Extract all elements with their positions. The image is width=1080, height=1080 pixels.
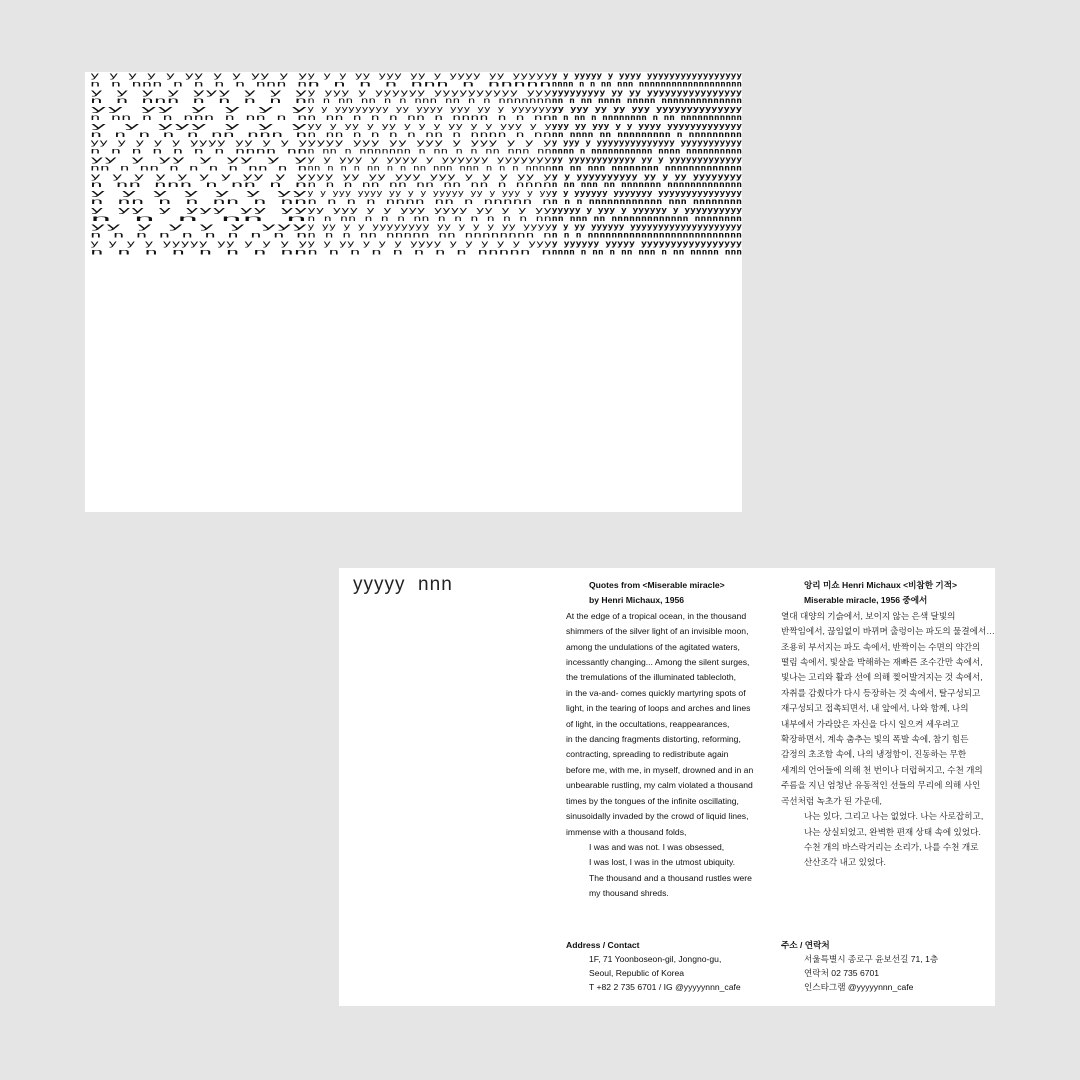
pattern-glyph-row: y y y yy yyy yy y yyyy yy yyyyy <box>307 72 553 80</box>
address-korean <box>781 938 938 994</box>
quote-stanza-line: 산산조각 내고 있었다. <box>804 857 886 868</box>
pattern-glyph-row: y y y y y yy y y yy y y <box>90 72 309 80</box>
quote-line: 조용히 부서지는 파도 속에서, 반짝이는 수면의 약간의 <box>781 641 981 652</box>
pattern-glyph-row: n nn n n n nn n nnnn n n nn <box>307 113 552 122</box>
quote-stanza-line: my thousand shreds. <box>589 888 669 899</box>
pattern-glyph-row: n n n n n nn nnn n <box>90 129 308 139</box>
pattern-glyph-row: nn n nn n n n n nn n n <box>90 163 308 173</box>
pattern-glyph-row: yy y yy y yy y y y yy y y yyy y y <box>307 121 553 131</box>
pattern-glyph-row: n n n nn nnnnn nn nnnnnnnn n <box>307 230 552 240</box>
pattern-glyph-row: y y yyy y yyyy y yyyyyy yyyyyyy <box>307 155 553 164</box>
quote-stanza-line: 수천 개의 바스락거리는 소리가, 나를 수천 개로 <box>804 841 979 852</box>
pattern-glyph-row: y y yy y y y yyyy y y y y y yyy <box>307 239 553 248</box>
pattern-glyph-row: y y yyyyyy yyyyyyy yyyyyyyyyyyyyyy <box>551 188 742 198</box>
contact-line: 연락처 02 735 6701 <box>804 968 880 978</box>
address-line: 서울특별시 종로구 윤보선길 71, 1층 <box>804 954 939 964</box>
quote-line: in the dancing fragments distorting, reforming, <box>566 734 741 745</box>
quote-line: times by the tongues of the infinite oscillating, <box>566 795 739 806</box>
pattern-glyph-row: y y y y yyyyy yy y y y y <box>90 239 309 248</box>
pattern-glyph-row: y y yyyyy y yyyy yyyyyyyyyyyyyyyyy <box>551 72 742 80</box>
pattern-glyph-row: y y yyy y y y <box>90 121 310 131</box>
logo-wordmark: yyyyy nnn <box>353 574 453 595</box>
quote-title: 앙리 미쇼 Henri Michaux <비참한 기적> <box>804 580 958 590</box>
quote-line: 반짝임에서, 끊임없이 바뀌며 출렁이는 파도의 물결에서… <box>781 626 995 637</box>
pattern-glyph-row: n nn nnn nn nnnnnnn nnnnnnnnnnnnn <box>551 180 742 190</box>
pattern-glyph-row: n n n nn n <box>90 213 308 223</box>
quote-author: by Henri Michaux, 1956 <box>589 595 685 606</box>
quote-stanza-line: The thousand and a thousand rustles were <box>589 872 752 883</box>
quote-line: sinusoidally invaded by the crowd of liquid lines, <box>566 811 749 822</box>
quote-line: of light, in the occultations, reappearances, <box>566 718 730 729</box>
pattern-glyph-row: n n n n n n n nn <box>90 247 308 257</box>
pattern-glyph-row: y y yyyyyyyy yy yyyy yyy yy y yyyyyy <box>307 104 553 114</box>
quote-line: among the undulations of the agitated waters, <box>566 641 740 652</box>
quote-line: unbearable rustling, my calm violated a thousand <box>566 780 753 791</box>
pattern-glyph-row: yyy yy yy yyy yyy y y y yy y <box>307 171 553 181</box>
pattern-glyph-row: yy yy y y y y <box>90 104 310 114</box>
quote-line: 재구성되고 접촉되면서, 내 앞에서, 나와 함께, 나의 <box>781 703 969 714</box>
pattern-glyph-row: nn nnn nn nnnnnnnnnnnnn nnnnnnnn <box>551 213 742 223</box>
pattern-glyph-row: n n nn nn n n nnn nn n n nnnnnnn <box>307 96 552 106</box>
quote-line: 감정의 초조함 속에, 나의 냉정함이, 진동하는 무한 <box>781 749 967 760</box>
quote-line: 세계의 언어들에 의해 천 번이나 더럽혀지고, 수천 개의 <box>781 764 983 775</box>
address-english <box>566 938 741 994</box>
quote-line: 곡선처럼 녹초가 된 가운데, <box>781 795 882 806</box>
quote-line: incessantly changing... Among the silent surges, <box>566 657 750 668</box>
pattern-glyph-row: y y yy yyyyyy yyyyyyyyyyyyyyyyyyyy <box>551 222 742 232</box>
pattern-glyph-row: yyy yy yyy y y yyyy yyyyyyyyyyyyy <box>551 121 742 131</box>
pattern-glyph-row: n n nn n nnnnnnnn n nn nnnnnnnnnnn <box>551 113 742 122</box>
quote-line: 내부에서 가라앉은 자신을 다시 일으켜 세우려고 <box>781 718 959 729</box>
business-card-front <box>85 72 742 512</box>
pattern-glyph-row: n nn n n nn n nn <box>90 197 308 206</box>
pattern-glyph-row: n nn n n n n nn n nnnn n nn <box>307 129 552 139</box>
quote-stanza-line: I was lost, I was in the utmost ubiquity. <box>589 857 735 868</box>
quote-line: At the edge of a tropical ocean, in the thousand <box>566 610 747 621</box>
pattern-glyph-row: n n n n n n n n nnnnn n <box>307 247 552 257</box>
pattern-glyph-row: yyyy yyy yy yyy y yyy y y y <box>307 138 553 148</box>
pattern-glyph-row: n nn n nnnnnnn n nn n n nn nnn nn <box>307 146 552 156</box>
contact-line: 인스타그램 @yyyyynnn_cafe <box>804 982 914 992</box>
pattern-glyph-row: n n n nnnnnnnnnnnn nnn nnnnnnnn <box>551 197 742 206</box>
pattern-glyph-row: nnnn n nnnnnnnnnnn nnnn nnnnnnnnnn <box>551 146 742 156</box>
pattern-glyph-row: y y y y yyy y y y <box>90 87 309 97</box>
pattern-glyph-row: yy y yy y yy y y <box>90 155 309 164</box>
pattern-glyph-row: nn n nn nnnn nnnnn nnnnnnnnnnnnnn <box>551 96 742 106</box>
pattern-glyph-row: yy y y y y yyy <box>90 222 309 232</box>
quote-title: Quotes from <Miserable miracle> <box>589 580 725 590</box>
quote-line: immense with a thousand folds, <box>566 826 687 837</box>
pattern-glyph-row: nnnn n nn n nn nnn n nn nnnnn nnn <box>551 247 742 257</box>
address-line: 1F, 71 Yoonboseon-gil, Jongno-gu, <box>589 954 722 964</box>
quote-line: 확장하면서, 계속 춤추는 빛의 폭발 속에, 참기 힘든 <box>781 734 969 745</box>
contact-line: T +82 2 735 6701 / IG @yyyyynnn_cafe <box>589 982 741 992</box>
pattern-glyph-row: y yyy y yyyyyyyyyyyyyy yyyyyyyyyyy <box>551 138 742 148</box>
pattern-glyph-row: n n n n n n n nnnn nn <box>90 146 308 156</box>
pattern-glyph-row: yy yyyyyyyyyyyy yy y yyyyyyyyyyyyy <box>551 155 742 164</box>
pattern-glyph-row: y yyy y yyyyyy yyyyyyyyyy yyy <box>307 87 553 97</box>
quote-korean <box>781 578 995 871</box>
quote-line: 떨림 속에서, 빛살을 박해하는 재빠른 조수간만 속에서, <box>781 657 983 668</box>
pattern-glyph-row: yy yyy yy yy yyy yyyyyyyyyyyyyy <box>551 104 742 114</box>
pattern-glyph-row: y y yyyyyyyyyy yy y yy yyyyyyyy <box>551 171 742 181</box>
quote-line: contracting, spreading to redistribute again <box>566 749 729 760</box>
quote-stanza-line: I was and was not. I was obsessed, <box>589 841 725 852</box>
pattern-glyph-row: n n n n nnn n nnnnn <box>307 79 552 89</box>
quote-line: light, in the tearing of loops and arches and lines <box>566 703 751 714</box>
pattern-glyph-row: n nn n n nnn n nn n n <box>90 113 308 122</box>
quote-line: 자취를 감췄다가 다시 등장하는 것 속에서, 탈구성되고 <box>781 687 981 698</box>
pattern-glyph-row: y yyyyyy yyyyy yyyyyyyyyyyyyyyyy <box>551 239 742 248</box>
address-line: Seoul, Republic of Korea <box>589 968 685 978</box>
pattern-glyph-row: n nn nnn n nn n n <box>90 180 308 190</box>
pattern-glyph-row: n n n n nnnn nn n nnnnn n <box>307 197 552 206</box>
typographic-pattern <box>90 72 742 264</box>
pattern-glyph-row: n n n n n n n n n n <box>90 230 308 240</box>
quote-line: before me, with me, in myself, drowned and in an <box>566 764 754 775</box>
quote-line: 열대 대양의 기슭에서, 보이지 않는 은색 달빛의 <box>781 610 956 621</box>
quote-author: Miserable miracle, 1956 중에서 <box>804 595 928 606</box>
pattern-glyph-row: y y y y y y y yy y y <box>90 171 309 181</box>
pattern-glyph-row: n n n nnnnnnnnnnnnnnnnnnnnnnnnnn <box>551 230 742 240</box>
pattern-glyph-row: nnnn n n nn nnn nnnnnnnnnnnnnnnnnnn <box>551 79 742 89</box>
pattern-glyph-row: nn nn nnn nnnnnnnn nnnnnnnnnnnnn <box>551 163 742 173</box>
quote-line: the tremulations of the illuminated tablecloth, <box>566 672 737 683</box>
pattern-glyph-row: n n nnn n n n n nnn n <box>90 79 308 89</box>
quote-stanza-line: 나는 상실되었고, 완벽한 편재 상태 속에 있었다. <box>804 826 981 837</box>
quote-line: 빛나는 고리와 활과 선에 의해 찢어발겨지는 것 속에서, <box>781 672 983 683</box>
quote-english <box>566 578 766 902</box>
pattern-glyph-row: n n nn n n n nn n n n n n n nn <box>307 213 552 223</box>
pattern-glyph-row: yy y y y y yyyy yy y y y <box>90 138 309 148</box>
quote-line: 주름을 지닌 엄청난 유동적인 선들의 무리에 의해 사인 <box>781 780 981 791</box>
pattern-glyph-row: y yy y yyy yy yy <box>90 205 309 215</box>
quote-line: in the va-and- comes quickly martyring spots of <box>566 687 746 698</box>
address-heading: 주소 / 연락처 <box>781 940 830 950</box>
pattern-glyph-row: yy yyy y y yyy yyyy yy y y yy <box>307 205 553 215</box>
pattern-glyph-row: y y y y y y yy <box>90 188 309 198</box>
quote-line: shimmers of the silver light of an invisible moon, <box>566 626 749 637</box>
pattern-glyph-row: yyyyyyyyy yy yy yyyyyyyyyyyyyyyy <box>551 87 742 97</box>
address-heading: Address / Contact <box>566 940 640 950</box>
pattern-glyph-row: n n n nn nn nn nn nn n nnnn <box>307 180 552 190</box>
pattern-glyph-row: yyyyy y yyy y yyyyyy y yyyyyyyyyy <box>551 205 742 215</box>
business-card-back <box>339 568 995 1006</box>
pattern-glyph-row: y y yyy yyyy yy y y yyyyy yy y yyy y yy <box>307 188 553 198</box>
pattern-glyph-row: nn n n n nn n n nn nnn nnn n n n nnnn <box>307 163 552 173</box>
pattern-glyph-row: nn nnnn nn nnnnnnnnn n nnnnnnnnn <box>551 129 742 139</box>
pattern-glyph-row: y yy y y yyyyyyyy yy y y y yy yyyy <box>307 222 553 232</box>
quote-stanza-line: 나는 있다, 그리고 나는 없었다. 나는 사로잡히고, <box>804 811 984 822</box>
pattern-glyph-row: n n nnn n n n n n <box>90 96 308 106</box>
